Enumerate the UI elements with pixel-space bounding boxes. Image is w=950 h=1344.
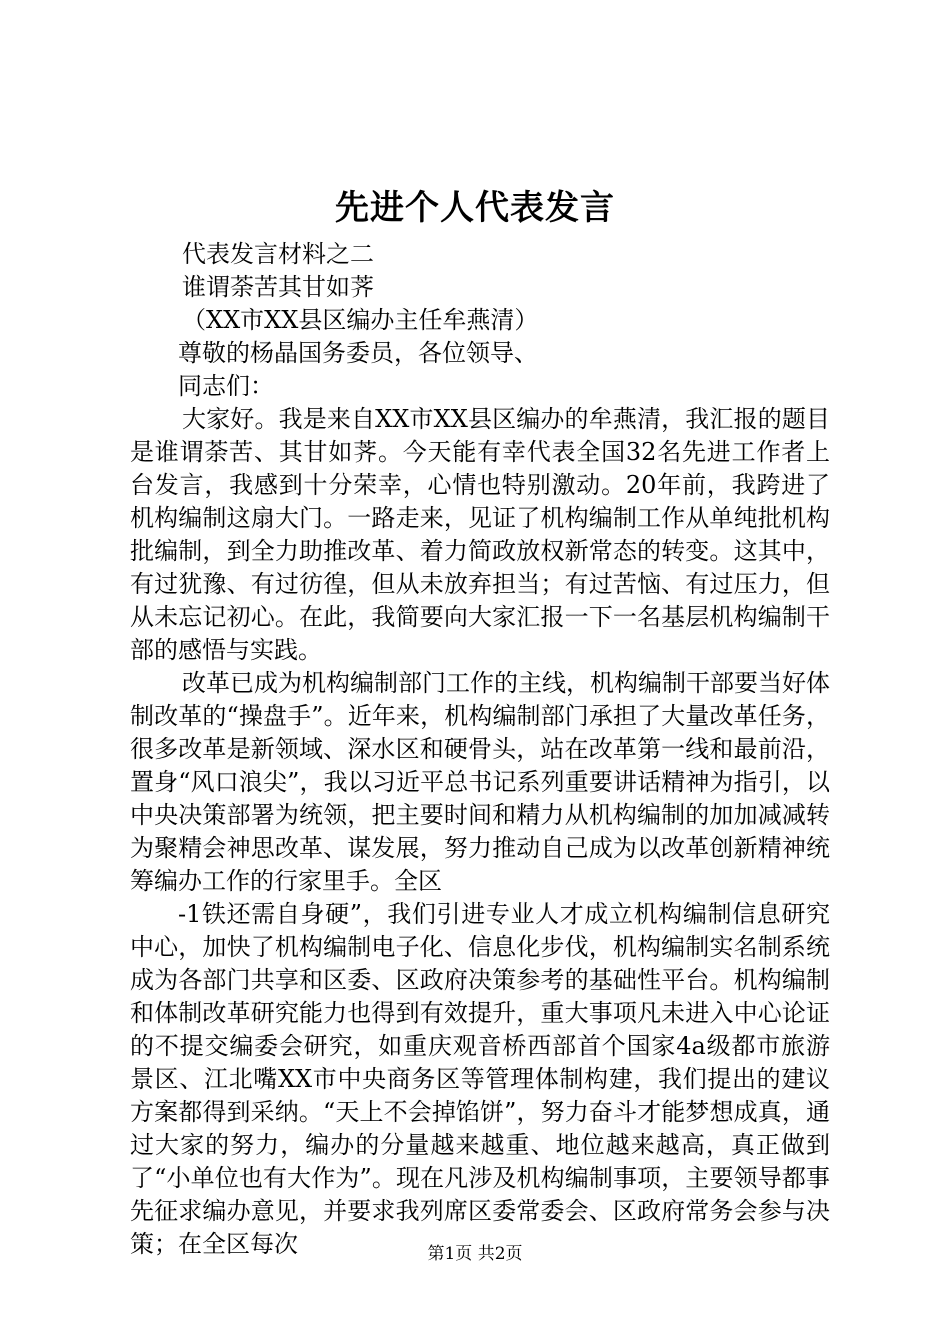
document-title: 先进个人代表发言	[335, 188, 615, 228]
paragraph-1: 大家好。我是来自XX市XX县区编办的牟燕清，我汇报的题目是谁谓荼苦、其甘如荠。今天能有幸代表全国32名先进工作者上台发言，我感到十分荣幸，心情也特别激动。20年前，我跨进了机构编制这扇大门。一路走来，见证了机构编制工作从单纯批机构批编制，到全力助推改革、着力简政放权新常态的转变。这其中，有过犹豫、有过彷徨，但从未放弃担当；有过苦恼、有过压力，但从未忘记初心。在此，我简要向大家汇报一下一名基层机构编制干部的感悟与实践。	[130, 405, 830, 664]
header-line-speaker: （XX市XX县区编办主任牟燕清）	[182, 306, 539, 334]
paragraph-2: 改革已成为机构编制部门工作的主线，机构编制干部要当好体制改革的“操盘手”。近年来，机构编制部门承担了大量改革任务，很多改革是新领域、深水区和硬骨头，站在改革第一线和最前沿，置身“风口浪尖”，我以习近平总书记系列重要讲话精神为指引，以中央决策部署为统领，把主要时间和精力从机构编制的加加减减转为聚精会神思改革、谋发展，努力推动自己成为以改革创新精神统筹编办工作的行家里手。全区	[130, 669, 830, 895]
paragraph-3: -1铁还需自身硬”，我们引进专业人才成立机构编制信息研究中心，加快了机构编制电子化、信息化步伐，机构编制实名制系统成为各部门共享和区委、区政府决策参考的基础性平台。机构编制和体制改革研究能力也得到有效提升，重大事项凡未进入中心论证的不提交编委会研究，如重庆观音桥西部首个国家4a级都市旅游景区、江北嘴XX市中央商务区等管理体制构建，我们提出的建议方案都得到采纳。“天上不会掉馅饼”，努力奋斗才能梦想成真，通过大家的努力，编办的分量越来越重、地位越来越高，真正做到了“小单位也有大作为”。现在凡涉及机构编制事项，主要领导都事先征求编办意见，并要求我列席区委常委会、区政府常务会参与决策；在全区每次	[130, 900, 830, 1258]
page-footer: 第1页 共2页	[427, 1244, 523, 1264]
document-body	[130, 238, 830, 1261]
header-line-material: 代表发言材料之二	[182, 240, 374, 268]
header-line-subtitle: 谁谓荼苦其甘如荠	[182, 273, 374, 301]
header-line-salutation: 尊敬的杨晶国务委员，各位领导、	[178, 339, 538, 367]
header-line-comrades: 同志们：	[178, 372, 274, 400]
